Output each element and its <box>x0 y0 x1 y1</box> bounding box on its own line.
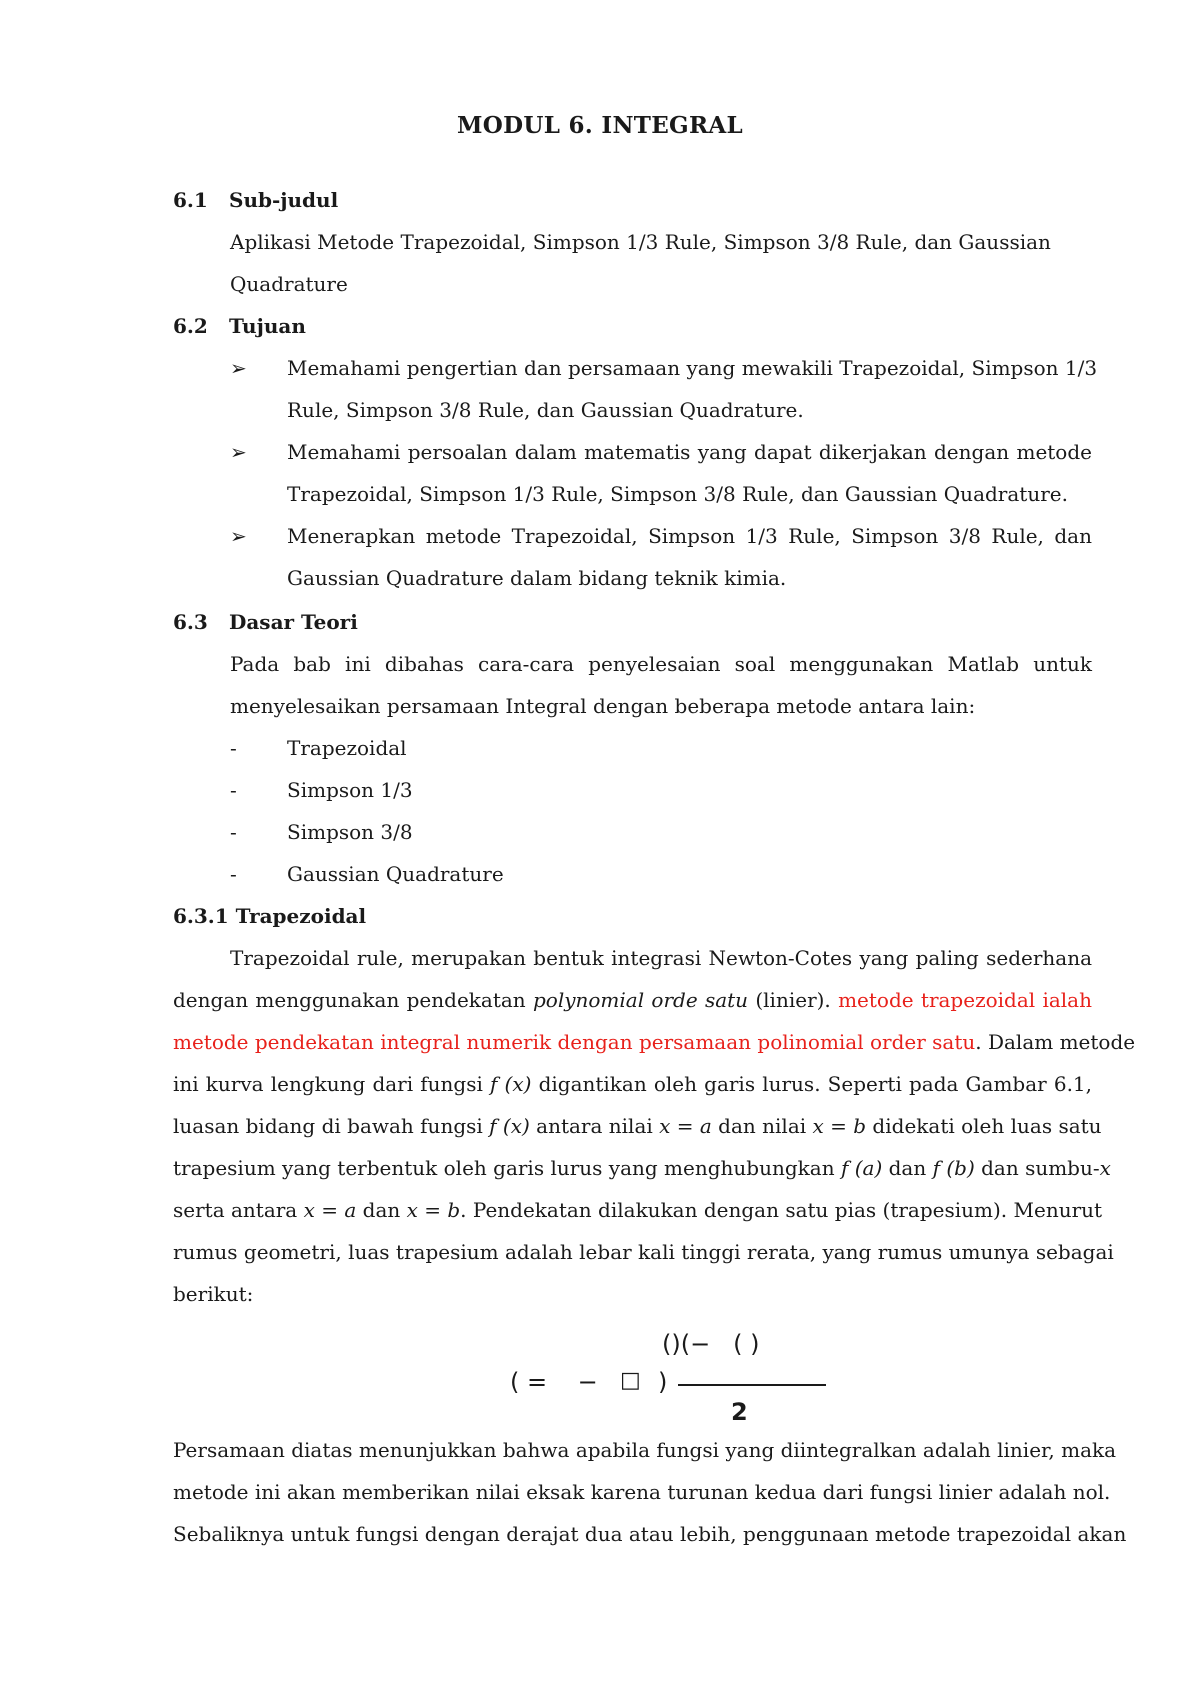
section-title: Sub-judul <box>229 188 339 212</box>
equation-numerator: ()(− ( ) <box>662 1330 760 1358</box>
fraction-bar <box>678 1384 826 1386</box>
section-6-2-heading <box>173 314 306 338</box>
missing-glyph-icon: □ <box>620 1368 641 1393</box>
equation-close-paren: ) <box>658 1368 668 1396</box>
paragraph-line: dengan menggunakan pendekatan polynomial orde satu (linier). metode trapezoidal ialah <box>173 988 1092 1012</box>
section-number: 6.3 <box>173 610 208 634</box>
arrow-bullet-icon: ➢ <box>230 356 247 380</box>
math-expression: f (a) <box>840 1156 883 1180</box>
paragraph-line: metode pendekatan integral numerik dengan persamaan polinomial order satu. Dalam metode <box>173 1030 1136 1054</box>
paragraph-line: Sebaliknya untuk fungsi dengan derajat dua atau lebih, penggunaan metode trapezoidal akan <box>173 1522 1127 1546</box>
method-list-item: Trapezoidal <box>287 736 407 760</box>
section-title: Tujuan <box>229 314 306 338</box>
highlighted-definition: metode trapezoidal ialah <box>838 988 1092 1012</box>
paragraph-line: Trapezoidal rule, merupakan bentuk integrasi Newton-Cotes yang paling sederhana <box>230 946 1092 970</box>
dash-bullet: - <box>230 778 237 802</box>
section-6-3-1-heading: 6.3.1 Trapezoidal <box>173 904 367 928</box>
paragraph-line: metode ini akan memberikan nilai eksak karena turunan kedua dari fungsi linier adalah nol. <box>173 1480 1111 1504</box>
section-6-3-heading <box>173 610 358 634</box>
arrow-bullet-icon: ➢ <box>230 440 247 464</box>
arrow-bullet-icon: ➢ <box>230 524 247 548</box>
italic-term: polynomial orde satu <box>532 988 749 1012</box>
tujuan-item-line: Menerapkan metode Trapezoidal, Simpson 1/3 Rule, Simpson 3/8 Rule, dan <box>287 524 1092 548</box>
section-number: 6.2 <box>173 314 208 338</box>
math-expression: x = a <box>303 1198 357 1222</box>
dash-bullet: - <box>230 736 237 760</box>
math-expression: f (b) <box>932 1156 975 1180</box>
tujuan-item-line: Trapezoidal, Simpson 1/3 Rule, Simpson 3/8 Rule, dan Gaussian Quadrature. <box>287 482 1068 506</box>
dasar-teori-line: Pada bab ini dibahas cara-cara penyelesaian soal menggunakan Matlab untuk <box>230 652 1092 676</box>
math-expression: f (x) <box>489 1114 530 1138</box>
section-6-1-heading <box>173 188 338 212</box>
subjudul-text-line: Aplikasi Metode Trapezoidal, Simpson 1/3 Rule, Simpson 3/8 Rule, dan Gaussian <box>230 230 1051 254</box>
equation-lhs: ( = − <box>510 1368 606 1396</box>
dasar-teori-line: menyelesaikan persamaan Integral dengan beberapa metode antara lain: <box>230 694 976 718</box>
tujuan-item-line: Gaussian Quadrature dalam bidang teknik kimia. <box>287 566 787 590</box>
paragraph-line: berikut: <box>173 1282 254 1306</box>
method-list-item: Simpson 3/8 <box>287 820 413 844</box>
tujuan-item-line: Rule, Simpson 3/8 Rule, dan Gaussian Quadrature. <box>287 398 804 422</box>
paragraph-line: trapesium yang terbentuk oleh garis lurus yang menghubungkan f (a) dan f (b) dan sumbu-x <box>173 1156 1111 1180</box>
paragraph-line: ini kurva lengkung dari fungsi f (x) digantikan oleh garis lurus. Seperti pada Gambar 6.1, <box>173 1072 1093 1096</box>
paragraph-line: luasan bidang di bawah fungsi f (x) antara nilai x = a dan nilai x = b didekati oleh luas satu <box>173 1114 1102 1138</box>
highlighted-definition: metode pendekatan integral numerik dengan persamaan polinomial order satu <box>173 1030 976 1054</box>
equation-denominator: 2 <box>731 1398 748 1426</box>
paragraph-line: Persamaan diatas menunjukkan bahwa apabila fungsi yang diintegralkan adalah linier, maka <box>173 1438 1117 1462</box>
math-expression: x <box>1099 1156 1111 1180</box>
dash-bullet: - <box>230 862 237 886</box>
dash-bullet: - <box>230 820 237 844</box>
math-expression: x = b <box>812 1114 867 1138</box>
section-number: 6.1 <box>173 188 208 212</box>
page-title: MODUL 6. INTEGRAL <box>457 112 743 139</box>
paragraph-line: serta antara x = a dan x = b. Pendekatan dilakukan dengan satu pias (trapesium). Menurut <box>173 1198 1103 1222</box>
math-expression: x = b <box>406 1198 461 1222</box>
math-expression: x = a <box>659 1114 712 1138</box>
subjudul-text-line: Quadrature <box>230 272 348 296</box>
method-list-item: Simpson 1/3 <box>287 778 413 802</box>
section-title: Dasar Teori <box>229 610 358 634</box>
paragraph-line: rumus geometri, luas trapesium adalah lebar kali tinggi rerata, yang rumus umunya sebagai <box>173 1240 1114 1264</box>
tujuan-item-line: Memahami pengertian dan persamaan yang mewakili Trapezoidal, Simpson 1/3 <box>287 356 1098 380</box>
math-expression: f (x) <box>490 1072 532 1096</box>
method-list-item: Gaussian Quadrature <box>287 862 504 886</box>
tujuan-item-line: Memahami persoalan dalam matematis yang dapat dikerjakan dengan metode <box>287 440 1092 464</box>
